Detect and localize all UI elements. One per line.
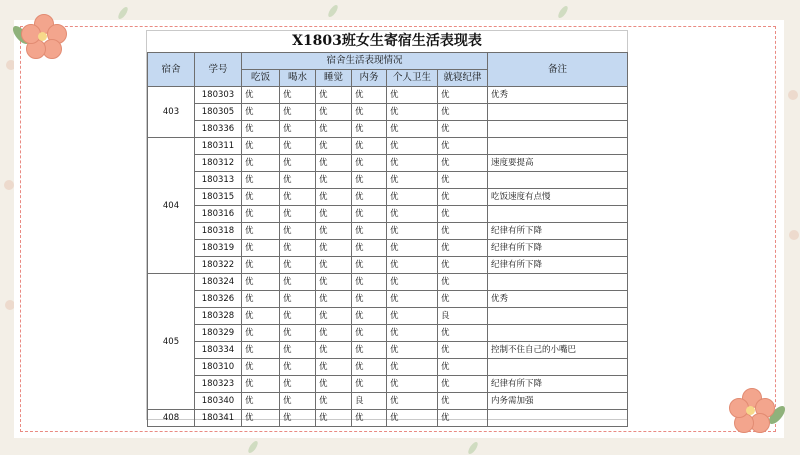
eating-grade-cell: 优 [242, 206, 280, 223]
flower-decoration-top-left [14, 8, 74, 68]
table-row [148, 359, 628, 376]
eating-grade-cell: 优 [242, 376, 280, 393]
hygiene-grade-cell: 优 [387, 325, 438, 342]
wallpaper-dot [789, 230, 799, 240]
flower-decoration-bottom-right [722, 382, 792, 442]
wallpaper-leaf [247, 440, 260, 455]
table-row [148, 206, 628, 223]
wallpaper-dot [4, 180, 14, 190]
bedtime-discipline-grade-cell: 优 [438, 206, 488, 223]
remark-cell [488, 325, 628, 342]
hygiene-grade-cell: 优 [387, 410, 438, 427]
drinking-grade-cell: 优 [280, 393, 316, 410]
table-row [148, 172, 628, 189]
eating-grade-cell: 优 [242, 342, 280, 359]
header-eating: 吃饭 [242, 70, 280, 87]
drinking-grade-cell: 优 [280, 172, 316, 189]
student-id-cell: 180334 [195, 342, 242, 359]
housekeeping-grade-cell: 优 [352, 291, 387, 308]
drinking-grade-cell: 优 [280, 308, 316, 325]
housekeeping-grade-cell: 优 [352, 223, 387, 240]
sleeping-grade-cell: 优 [316, 291, 352, 308]
student-id-cell: 180329 [195, 325, 242, 342]
bedtime-discipline-grade-cell: 优 [438, 325, 488, 342]
eating-grade-cell: 优 [242, 291, 280, 308]
dorm-cell: 404 [148, 138, 195, 274]
sleeping-grade-cell: 优 [316, 206, 352, 223]
student-id-cell: 180336 [195, 121, 242, 138]
remark-cell [488, 121, 628, 138]
hygiene-grade-cell: 优 [387, 274, 438, 291]
table-row [148, 240, 628, 257]
hygiene-grade-cell: 优 [387, 189, 438, 206]
hygiene-grade-cell: 优 [387, 155, 438, 172]
header-hygiene: 个人卫生 [387, 70, 438, 87]
student-id-cell: 180328 [195, 308, 242, 325]
remark-cell: 纪律有所下降 [488, 376, 628, 393]
student-id-cell: 180341 [195, 410, 242, 427]
sleeping-grade-cell: 优 [316, 240, 352, 257]
remark-cell: 纪律有所下降 [488, 257, 628, 274]
wallpaper-leaf [467, 441, 480, 455]
student-id-cell: 180315 [195, 189, 242, 206]
table-row [148, 87, 628, 104]
sleeping-grade-cell: 优 [316, 189, 352, 206]
housekeeping-grade-cell: 优 [352, 240, 387, 257]
header-drinking: 喝水 [280, 70, 316, 87]
remark-cell [488, 172, 628, 189]
hygiene-grade-cell: 优 [387, 138, 438, 155]
eating-grade-cell: 优 [242, 189, 280, 206]
remark-cell: 控制不住自己的小嘴巴 [488, 342, 628, 359]
sleeping-grade-cell: 优 [316, 223, 352, 240]
eating-grade-cell: 优 [242, 121, 280, 138]
remark-cell: 内务需加强 [488, 393, 628, 410]
drinking-grade-cell: 优 [280, 274, 316, 291]
eating-grade-cell: 优 [242, 359, 280, 376]
student-id-cell: 180305 [195, 104, 242, 121]
sleeping-grade-cell: 优 [316, 376, 352, 393]
housekeeping-grade-cell: 优 [352, 104, 387, 121]
bedtime-discipline-grade-cell: 优 [438, 121, 488, 138]
hygiene-grade-cell: 优 [387, 121, 438, 138]
sheet-title: X1803班女生寄宿生活表现表 [292, 33, 482, 49]
housekeeping-grade-cell: 优 [352, 155, 387, 172]
drinking-grade-cell: 优 [280, 189, 316, 206]
housekeeping-grade-cell: 优 [352, 274, 387, 291]
table-row [148, 342, 628, 359]
sleeping-grade-cell: 优 [316, 121, 352, 138]
hygiene-grade-cell: 优 [387, 291, 438, 308]
student-id-cell: 180340 [195, 393, 242, 410]
remark-cell: 优秀 [488, 291, 628, 308]
eating-grade-cell: 优 [242, 308, 280, 325]
hygiene-grade-cell: 优 [387, 223, 438, 240]
housekeeping-grade-cell: 优 [352, 359, 387, 376]
table-row [148, 393, 628, 410]
sleeping-grade-cell: 优 [316, 274, 352, 291]
remark-cell [488, 359, 628, 376]
header-remarks: 备注 [488, 53, 628, 87]
student-id-cell: 180303 [195, 87, 242, 104]
dorm-cell: 403 [148, 87, 195, 138]
header-dorm: 宿舍 [148, 53, 195, 87]
remark-cell [488, 308, 628, 325]
drinking-grade-cell: 优 [280, 223, 316, 240]
drinking-grade-cell: 优 [280, 104, 316, 121]
housekeeping-grade-cell: 优 [352, 342, 387, 359]
bedtime-discipline-grade-cell: 优 [438, 359, 488, 376]
wallpaper-leaf [117, 6, 130, 21]
sleeping-grade-cell: 优 [316, 172, 352, 189]
sleeping-grade-cell: 优 [316, 87, 352, 104]
remark-cell [488, 274, 628, 291]
bedtime-discipline-grade-cell: 优 [438, 410, 488, 427]
housekeeping-grade-cell: 优 [352, 189, 387, 206]
housekeeping-grade-cell: 优 [352, 138, 387, 155]
bedtime-discipline-grade-cell: 优 [438, 104, 488, 121]
sleeping-grade-cell: 优 [316, 138, 352, 155]
eating-grade-cell: 优 [242, 410, 280, 427]
housekeeping-grade-cell: 优 [352, 172, 387, 189]
drinking-grade-cell: 优 [280, 376, 316, 393]
table-body [148, 87, 628, 427]
sleeping-grade-cell: 优 [316, 342, 352, 359]
eating-grade-cell: 优 [242, 223, 280, 240]
student-id-cell: 180313 [195, 172, 242, 189]
hygiene-grade-cell: 优 [387, 104, 438, 121]
housekeeping-grade-cell: 优 [352, 87, 387, 104]
bedtime-discipline-grade-cell: 优 [438, 291, 488, 308]
housekeeping-grade-cell: 良 [352, 393, 387, 410]
hygiene-grade-cell: 优 [387, 206, 438, 223]
sleeping-grade-cell: 优 [316, 308, 352, 325]
table-row [148, 274, 628, 291]
header-performance-group: 宿舍生活表现情况 [242, 53, 488, 70]
wallpaper-leaf [557, 5, 570, 20]
header-student-id: 学号 [195, 53, 242, 87]
hygiene-grade-cell: 优 [387, 376, 438, 393]
housekeeping-grade-cell: 优 [352, 206, 387, 223]
student-id-cell: 180310 [195, 359, 242, 376]
table-row [148, 308, 628, 325]
table-row [148, 189, 628, 206]
student-id-cell: 180326 [195, 291, 242, 308]
table-row [148, 291, 628, 308]
sleeping-grade-cell: 优 [316, 155, 352, 172]
bedtime-discipline-grade-cell: 优 [438, 274, 488, 291]
drinking-grade-cell: 优 [280, 325, 316, 342]
housekeeping-grade-cell: 优 [352, 121, 387, 138]
eating-grade-cell: 优 [242, 172, 280, 189]
header-bedtime-discipline: 就寝纪律 [438, 70, 488, 87]
bedtime-discipline-grade-cell: 优 [438, 189, 488, 206]
remark-cell [488, 138, 628, 155]
student-id-cell: 180312 [195, 155, 242, 172]
hygiene-grade-cell: 优 [387, 172, 438, 189]
bedtime-discipline-grade-cell: 优 [438, 155, 488, 172]
drinking-grade-cell: 优 [280, 138, 316, 155]
student-id-cell: 180323 [195, 376, 242, 393]
remark-cell [488, 206, 628, 223]
bedtime-discipline-grade-cell: 优 [438, 257, 488, 274]
drinking-grade-cell: 优 [280, 291, 316, 308]
bedtime-discipline-grade-cell: 优 [438, 342, 488, 359]
sleeping-grade-cell: 优 [316, 410, 352, 427]
student-id-cell: 180319 [195, 240, 242, 257]
table-row [148, 155, 628, 172]
eating-grade-cell: 优 [242, 155, 280, 172]
eating-grade-cell: 优 [242, 104, 280, 121]
bedtime-discipline-grade-cell: 优 [438, 223, 488, 240]
drinking-grade-cell: 优 [280, 87, 316, 104]
table-row [148, 257, 628, 274]
remark-cell [488, 104, 628, 121]
drinking-grade-cell: 优 [280, 410, 316, 427]
dorm-cell: 408 [148, 410, 195, 427]
drinking-grade-cell: 优 [280, 342, 316, 359]
table-row [148, 121, 628, 138]
housekeeping-grade-cell: 优 [352, 376, 387, 393]
hygiene-grade-cell: 优 [387, 87, 438, 104]
header-sleeping: 睡觉 [316, 70, 352, 87]
housekeeping-grade-cell: 优 [352, 257, 387, 274]
table-row [148, 104, 628, 121]
hygiene-grade-cell: 优 [387, 308, 438, 325]
housekeeping-grade-cell: 优 [352, 325, 387, 342]
table-row [148, 325, 628, 342]
header-housekeeping: 内务 [352, 70, 387, 87]
sleeping-grade-cell: 优 [316, 257, 352, 274]
table-row [148, 138, 628, 155]
sleeping-grade-cell: 优 [316, 393, 352, 410]
wallpaper-dot [788, 90, 798, 100]
drinking-grade-cell: 优 [280, 359, 316, 376]
eating-grade-cell: 优 [242, 87, 280, 104]
housekeeping-grade-cell: 优 [352, 410, 387, 427]
student-id-cell: 180318 [195, 223, 242, 240]
eating-grade-cell: 优 [242, 138, 280, 155]
spreadsheet-image [146, 30, 628, 423]
dorm-cell: 405 [148, 274, 195, 410]
remark-cell: 纪律有所下降 [488, 223, 628, 240]
sleeping-grade-cell: 优 [316, 359, 352, 376]
eating-grade-cell: 优 [242, 393, 280, 410]
hygiene-grade-cell: 优 [387, 257, 438, 274]
bedtime-discipline-grade-cell: 优 [438, 376, 488, 393]
eating-grade-cell: 优 [242, 240, 280, 257]
hygiene-grade-cell: 优 [387, 359, 438, 376]
student-id-cell: 180316 [195, 206, 242, 223]
eating-grade-cell: 优 [242, 274, 280, 291]
drinking-grade-cell: 优 [280, 240, 316, 257]
bedtime-discipline-grade-cell: 优 [438, 393, 488, 410]
hygiene-grade-cell: 优 [387, 393, 438, 410]
eating-grade-cell: 优 [242, 257, 280, 274]
eating-grade-cell: 优 [242, 325, 280, 342]
drinking-grade-cell: 优 [280, 155, 316, 172]
bedtime-discipline-grade-cell: 优 [438, 87, 488, 104]
bedtime-discipline-grade-cell: 良 [438, 308, 488, 325]
table-row [148, 410, 628, 427]
remark-cell: 吃饭速度有点慢 [488, 189, 628, 206]
remark-cell: 优秀 [488, 87, 628, 104]
sleeping-grade-cell: 优 [316, 104, 352, 121]
wallpaper-leaf [327, 4, 340, 19]
student-id-cell: 180324 [195, 274, 242, 291]
bedtime-discipline-grade-cell: 优 [438, 172, 488, 189]
table-row [148, 376, 628, 393]
remark-cell [488, 410, 628, 427]
bedtime-discipline-grade-cell: 优 [438, 138, 488, 155]
student-id-cell: 180311 [195, 138, 242, 155]
sleeping-grade-cell: 优 [316, 325, 352, 342]
drinking-grade-cell: 优 [280, 121, 316, 138]
bedtime-discipline-grade-cell: 优 [438, 240, 488, 257]
remark-cell: 速度要提高 [488, 155, 628, 172]
drinking-grade-cell: 优 [280, 257, 316, 274]
drinking-grade-cell: 优 [280, 206, 316, 223]
student-id-cell: 180322 [195, 257, 242, 274]
hygiene-grade-cell: 优 [387, 240, 438, 257]
hygiene-grade-cell: 优 [387, 342, 438, 359]
remark-cell: 纪律有所下降 [488, 240, 628, 257]
table-row [148, 223, 628, 240]
dorm-performance-table [147, 52, 628, 427]
housekeeping-grade-cell: 优 [352, 308, 387, 325]
